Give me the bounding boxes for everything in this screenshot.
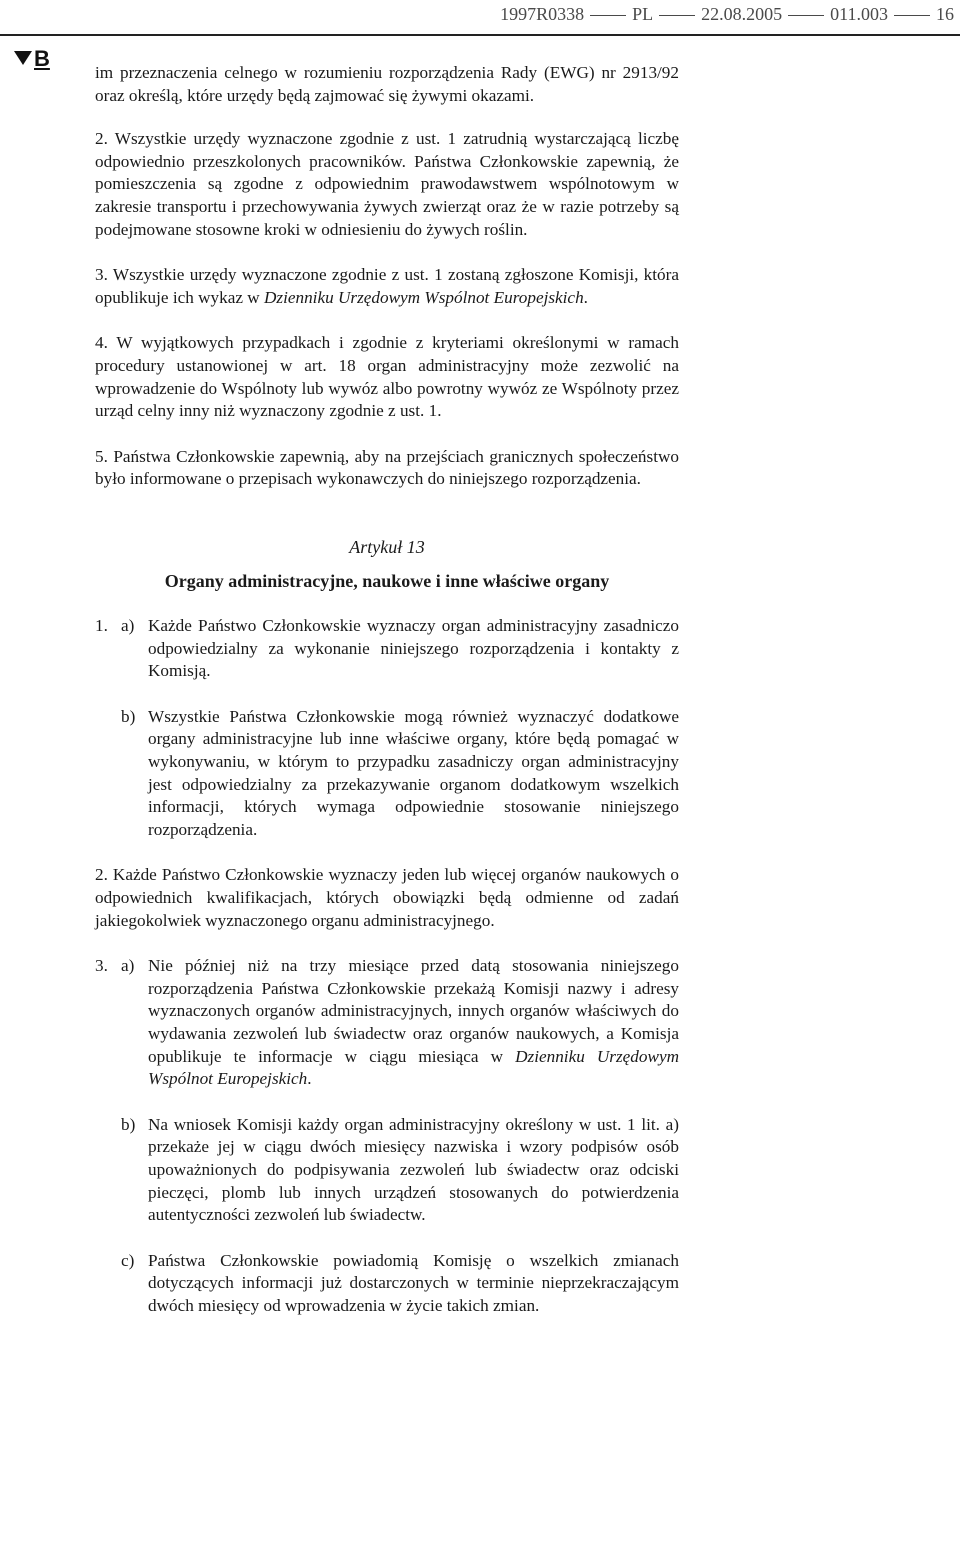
paragraph-3-journal-title: Dzienniku Urzędowym Wspólnot Europejskich bbox=[263, 287, 584, 307]
subitem-label: b) bbox=[121, 706, 136, 726]
paragraph-3-end: . bbox=[583, 287, 588, 307]
subitem-a bbox=[121, 955, 679, 1091]
subitem-a-text: Nie później niż na trzy miesiące przed datą stosowania niniejszego rozporządzenia Państwa Członkowskie przekażą Komisji nazwy i adresy wyznaczonych organów administracyjnych, innych organów właściwych do wydawania zezwoleń lub świadectw oraz organów naukowych, a Komisja opublikuje te informacje w ciągu miesiąca w bbox=[148, 956, 679, 1066]
triangle-down-icon bbox=[14, 51, 32, 65]
running-header bbox=[500, 4, 954, 25]
amendment-marker-letter: B bbox=[34, 46, 50, 71]
subitem-text: Państwa Członkowskie powiadomią Komisję o wszelkich zmianach dotyczących informacji już dostarczonych w terminie nieprzekraczającym dwóch miesięcy od wprowadzenia w życie takich zmian. bbox=[148, 1250, 679, 1315]
subitem-text: Wszystkie Państwa Członkowskie mogą również wyznaczyć dodatkowe organy administracyjne lub inne właściwe organy, które będą pomagać w wykonywaniu, w którym to przypadku zasadniczy organ administracyjny jest odpowiedzialny za przekazywanie organom dodatkowym wszelkich informacji, których wymaga odpowiednie stosowanie niniejszego rozporządzenia. bbox=[148, 706, 679, 839]
subitem-b bbox=[121, 1114, 679, 1227]
header-separator bbox=[590, 15, 626, 16]
paragraph-4: 4. W wyjątkowych przypadkach i zgodnie z kryteriami określonymi w ramach procedury ustanowionej w art. 18 organ administracyjny może zezwolić na wprowadzenie do Wspólnoty lub wywóz albo powrotny wywóz ze Wspólnoty przez urząd celny inny niż wyznaczony zgodnie z ust. 1. bbox=[95, 333, 679, 421]
item-number: 1. bbox=[95, 616, 108, 636]
subitem-label: b) bbox=[121, 1114, 136, 1134]
item-body bbox=[121, 615, 679, 841]
subitem-b bbox=[121, 706, 679, 842]
subitem-label: a) bbox=[121, 616, 135, 636]
article-item-3 bbox=[95, 955, 679, 1317]
paragraph-2: 2. Wszystkie urzędy wyznaczone zgodnie z ust. 1 zatrudnią wystarczającą liczbę odpowiednio przeszkolonych pracowników. Państwa Członkowskie zapewnią, że pomieszczenia są zgodne z odpowiednim prawodawstwem wspólnotowym w zakresie transportu i przechowywania żywych zwierząt oraz że w razie potrzeby są podejmowane stosowne kroki w odniesieniu do żywych roślin. bbox=[95, 129, 679, 239]
header-rule bbox=[0, 34, 960, 36]
subitem-label: c) bbox=[121, 1250, 135, 1270]
paragraph-3-text: 3. Wszystkie urzędy wyznaczone zgodnie z ust. 1 zostaną zgłoszone Komisji, która opublikuje ich wykaz w bbox=[95, 265, 679, 307]
article-heading: Organy administracyjne, naukowe i inne właściwe organy bbox=[164, 570, 610, 591]
header-separator bbox=[788, 15, 824, 16]
item-number: 3. bbox=[95, 956, 108, 976]
paragraph-3 bbox=[95, 264, 679, 309]
subitem-text: Na wniosek Komisji każdy organ administracyjny określony w ust. 1 lit. a) przekaże jej w ciągu dwóch miesięcy nazwiska i wzory podpisów osób upoważnionych do podpisywania zezwoleń lub świadectw oraz odciski pieczęci, plomb lub innych urządzeń stosowanych do potwierdzenia autentyczności zezwoleń lub świadectw. bbox=[148, 1114, 679, 1225]
header-page-number: 16 bbox=[936, 4, 954, 24]
document-body bbox=[95, 62, 679, 1341]
subitem-a bbox=[121, 615, 679, 683]
item-body bbox=[121, 955, 679, 1317]
article-title: Artykuł 13 bbox=[349, 536, 425, 557]
paragraph-5: 5. Państwa Członkowskie zapewnią, aby na przejściach granicznych społeczeństwo było informowane o przepisach wykonawczych do niniejszego rozporządzenia. bbox=[95, 446, 679, 489]
header-doc-id: 1997R0338 bbox=[500, 4, 585, 24]
header-separator bbox=[659, 15, 695, 16]
article-item-2: 2. Każde Państwo Członkowskie wyznaczy jeden lub więcej organów naukowych o odpowiednich kwalifikacjach, których obowiązki będą odmienne od zadań jakiegokolwiek wyznaczonego organu administracyjnego. bbox=[95, 865, 679, 930]
subitem-label: a) bbox=[121, 956, 135, 976]
header-date: 22.08.2005 bbox=[701, 4, 783, 24]
subitem-c bbox=[121, 1250, 679, 1318]
header-lang: PL bbox=[632, 4, 654, 24]
header-version: 011.003 bbox=[830, 4, 888, 24]
subitem-text: Każde Państwo Członkowskie wyznaczy organ administracyjny zasadniczo odpowiedzialny za wykonanie niniejszego rozporządzenia i kontakty z Komisją. bbox=[148, 616, 679, 681]
subitem-a-journal-title: Dzienniku Urzędowym Wspólnot Europejskich bbox=[148, 1046, 679, 1089]
header-separator bbox=[894, 15, 930, 16]
article-item-1 bbox=[95, 615, 679, 841]
subitem-a-end: . bbox=[307, 1069, 312, 1089]
subitem-text bbox=[148, 955, 679, 1091]
amendment-marker bbox=[14, 46, 50, 72]
paragraph-continuation: im przeznaczenia celnego w rozumieniu rozporządzenia Rady (EWG) nr 2913/92 oraz określą, które urzędy będą zajmować się żywymi okazami. bbox=[95, 63, 679, 105]
